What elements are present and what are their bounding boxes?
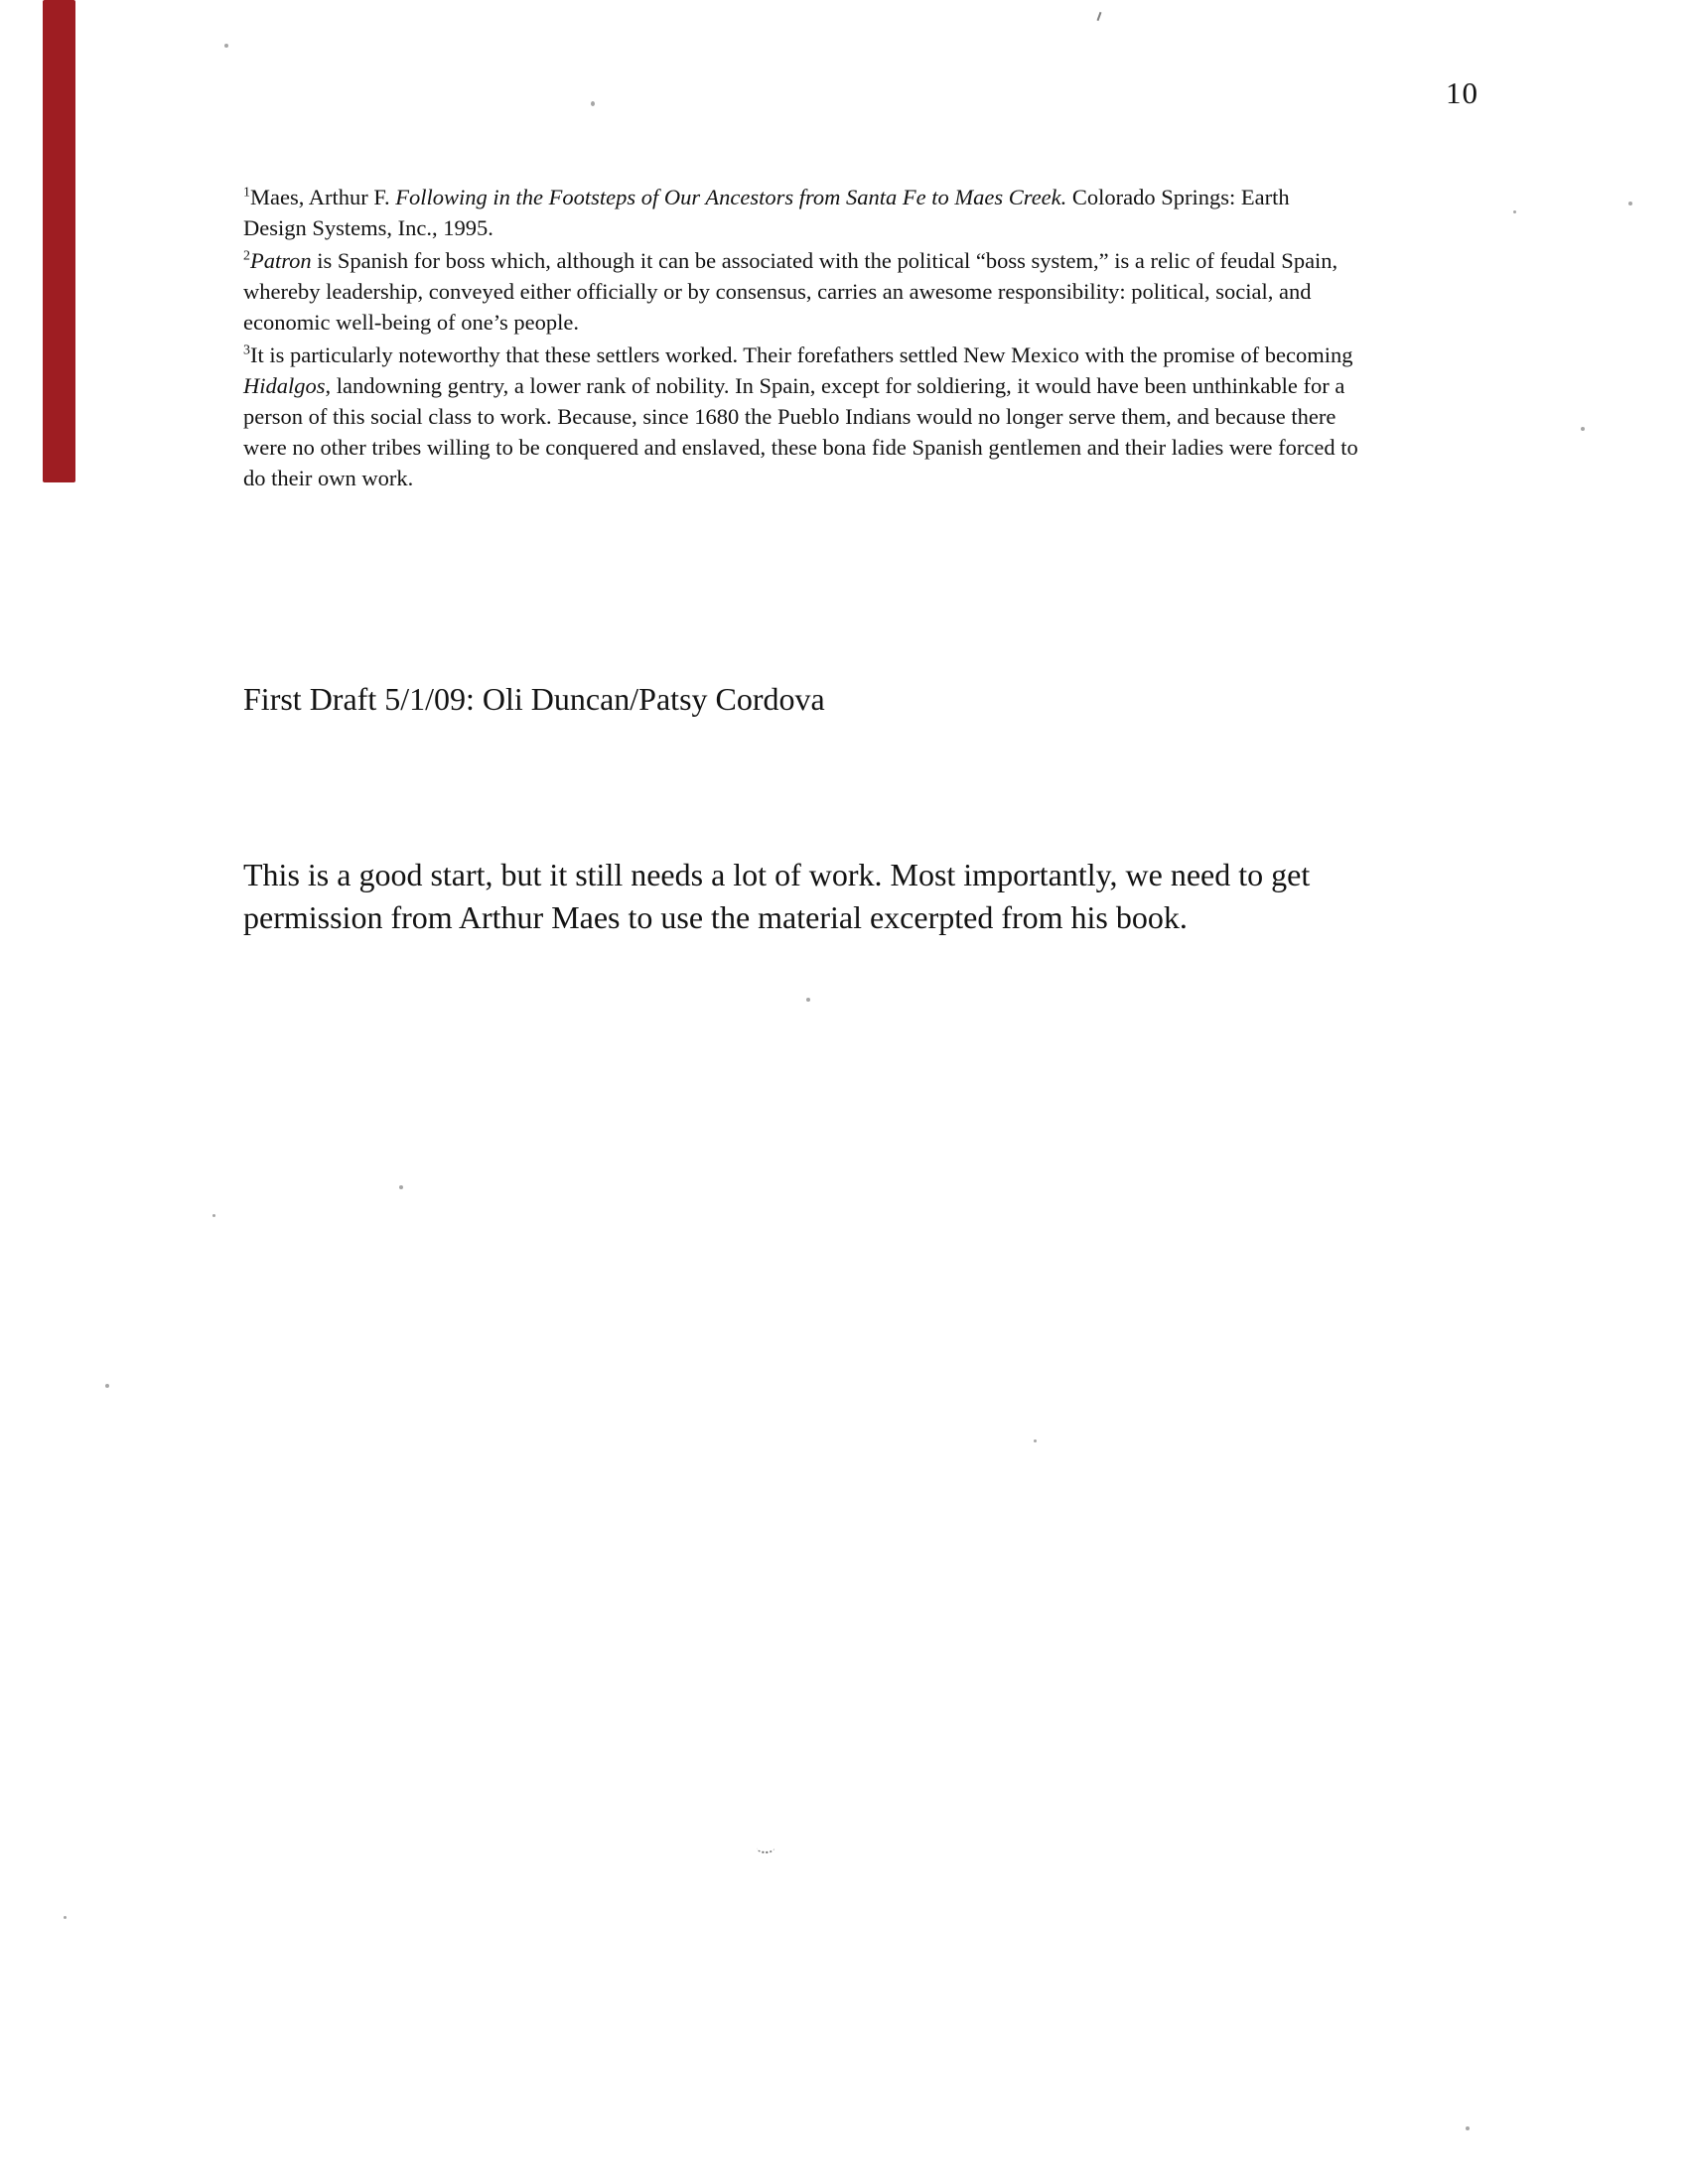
editor-note-paragraph — [243, 854, 1310, 939]
scan-speck — [1097, 12, 1102, 21]
scan-speck — [1034, 1439, 1037, 1442]
scan-squiggle — [757, 1843, 774, 1853]
footnote-line: $^2$Patron is Spanish for boss which, although it can be associated with the political “boss system,” is a relic of feudal Spain, — [243, 248, 1338, 273]
footnote-line: Design Systems, Inc., 1995. — [243, 215, 493, 240]
draft-attribution-line: First Draft 5/1/09: Oli Duncan/Patsy Cordova — [243, 681, 825, 717]
scan-speck — [1628, 202, 1632, 205]
scan-speck — [1513, 210, 1516, 213]
footnote-line: whereby leadership, conveyed either officially or by consensus, carries an awesome responsibility: political, social, and — [243, 279, 1312, 304]
scan-artifact-red-stripe — [43, 0, 75, 482]
footnote-line: $^1$Maes, Arthur F. Following in the Footsteps of Our Ancestors from Santa Fe to Maes Creek. Colorado Springs: Earth — [243, 185, 1290, 209]
footnote-3 — [243, 340, 1554, 493]
scan-speck — [212, 1214, 215, 1217]
scan-speck — [224, 44, 228, 48]
footnote-line: Hidalgos, landowning gentry, a lower rank of nobility. In Spain, except for soldiering, it would have been unthinkable for a — [243, 373, 1345, 398]
footnotes-section — [243, 182, 1554, 495]
scan-speck — [105, 1384, 109, 1388]
editor-note-line: permission from Arthur Maes to use the material excerpted from his book. — [243, 899, 1188, 935]
footnote-line: do their own work. — [243, 466, 414, 490]
footnote-line: economic well-being of one’s people. — [243, 310, 580, 335]
footnote-1 — [243, 182, 1554, 243]
page-number: 10 — [1446, 75, 1478, 110]
footnote-2 — [243, 245, 1554, 338]
footnote-line: person of this social class to work. Because, since 1680 the Pueblo Indians would no longer serve them, and because there — [243, 404, 1336, 429]
editor-note-line: This is a good start, but it still needs a lot of work. Most importantly, we need to get — [243, 857, 1311, 892]
scan-speck — [806, 998, 810, 1002]
scan-speck — [64, 1916, 67, 1919]
scan-speck — [399, 1185, 403, 1189]
scan-speck — [1466, 2126, 1470, 2130]
footnote-line: $^3$It is particularly noteworthy that these settlers worked. Their forefathers settled New Mexico with the promise of becoming — [243, 342, 1353, 367]
scan-speck — [591, 101, 595, 106]
scan-speck — [1581, 427, 1585, 431]
footnote-line: were no other tribes willing to be conquered and enslaved, these bona fide Spanish gentlemen and their ladies were forced to — [243, 435, 1358, 460]
